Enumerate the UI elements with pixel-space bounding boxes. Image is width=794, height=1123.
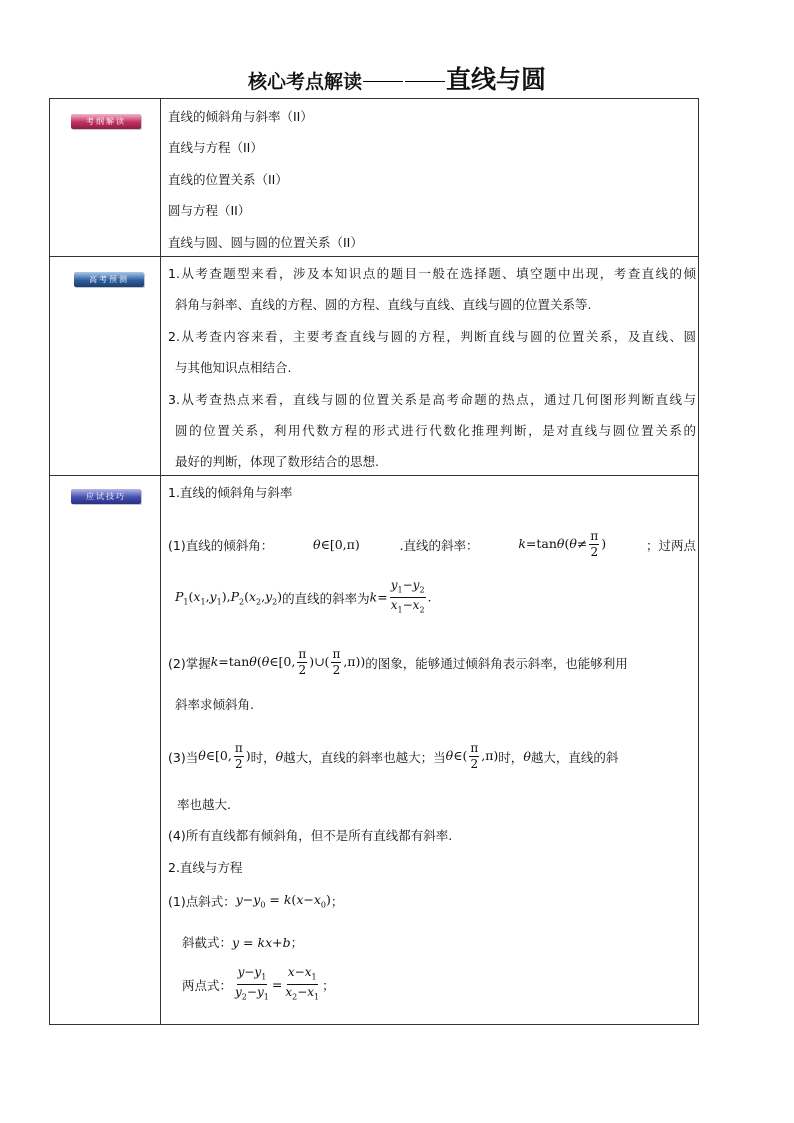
math-range-1: θ∈[0, $\frac{\pi}{2}$ ) <box>198 741 251 771</box>
title-main: 直线与圆 <box>446 65 547 94</box>
forecast-line: 3.从考查热点来看，直线与圆的位置关系是高考命题的热点，通过几何图形判断直线与 <box>168 392 696 407</box>
title-dash <box>363 81 403 82</box>
page-title <box>0 60 794 96</box>
tips-p2-c: 斜率求倾斜角. <box>175 697 254 712</box>
tips-f3: 两点式： $\frac{y-y_1}{y_2-y_1}$ = $\frac{x-x_1}{x_2-x_1}$ ； <box>182 965 335 1005</box>
syllabus-item: 直线的位置关系（II） <box>168 172 288 187</box>
syllabus-item: 直线的倾斜角与斜率（II） <box>168 109 313 124</box>
forecast-line: 与其他知识点相结合. <box>175 360 292 375</box>
syllabus-cell <box>168 99 696 256</box>
tips-p3-c: 越大，直线的斜率也越大；当 <box>283 749 446 765</box>
math-slope-intercept: y = kx+b <box>232 934 291 950</box>
tips-p3-b: 时， <box>250 749 276 765</box>
badge-syllabus: 考纲解读 <box>71 114 141 129</box>
column-divider <box>160 99 161 1024</box>
tips-f3-label: 两点式： <box>182 977 233 993</box>
tips-cell <box>168 475 696 1026</box>
forecast-line: 圆的位置关系，利用代数方程的形式进行代数化推理判断，是对直线与圆位置关系的 <box>175 423 696 438</box>
tips-p2-b: 的图象，能够通过倾斜角表示斜率，也能够利用 <box>365 655 628 671</box>
tips-p1-a: (1)直线的倾斜角： <box>168 537 274 553</box>
syllabus-item: 直线与圆、圆与圆的位置关系（II） <box>168 235 363 250</box>
forecast-line: 斜角与斜率、直线的方程、圆的方程、直线与直线、直线与圆的位置关系等. <box>175 297 592 312</box>
tips-f2: 斜截式： y = kx+b ； <box>182 934 304 950</box>
title-dash-2 <box>405 81 445 82</box>
math-slope-formula: k= $\frac{y_1-y_2}{x_1-x_2}$ . <box>369 578 432 615</box>
tips-p3-d: 时， <box>498 749 524 765</box>
tips-p4: (4)所有直线都有倾斜角，但不是所有直线都有斜率. <box>168 828 453 843</box>
tips-p3-e: 越大，直线的斜 <box>530 749 619 765</box>
content-table <box>49 98 699 1025</box>
math-point-slope: $y-y_0 = k(x-x_0)$ <box>235 892 331 910</box>
tips-p1 <box>168 529 696 560</box>
math-theta-2: θ <box>523 749 531 764</box>
forecast-line: 2.从考查内容来看，主要考查直线与圆的方程，判断直线与圆的位置关系，及直线、圆 <box>168 329 696 344</box>
tips-p3-a: (3)当 <box>168 749 199 765</box>
tips-f1: (1)点斜式： $y-y_0 = k(x-x_0)$ ； <box>168 892 344 910</box>
tips-heading-1: 1.直线的倾斜角与斜率 <box>168 485 293 500</box>
tips-p1-c: ；过两点 <box>645 537 696 553</box>
tips-p3-f: 率也越大. <box>177 797 231 812</box>
badge-tips: 应试技巧 <box>71 489 141 504</box>
math-angle-range: θ∈[0,π) <box>313 537 360 552</box>
tips-p1-cont <box>175 578 432 618</box>
syllabus-item: 圆与方程（II） <box>168 203 251 218</box>
tips-f2-label: 斜截式： <box>182 935 233 950</box>
tips-p3 <box>168 741 696 772</box>
math-slope-def: k=tanθ(θ≠ $\frac{\pi}{2}$ ) <box>518 529 607 559</box>
math-tan-domain: k=tanθ(θ∈[0, $\frac{\pi}{2}$ )∪( $\frac{\pi}{2}$ ,π)) <box>210 647 366 677</box>
title-prefix: 核心考点解读 <box>247 71 362 93</box>
syllabus-item: 直线与方程（II） <box>168 140 263 155</box>
tips-p1-b: .直线的斜率： <box>399 537 479 553</box>
tips-p2 <box>168 647 696 678</box>
tips-heading-2: 2.直线与方程 <box>168 860 243 875</box>
forecast-cell <box>168 256 696 475</box>
forecast-line: 最好的判断，体现了数形结合的思想. <box>175 454 379 469</box>
math-range-2: θ∈( $\frac{\pi}{2}$ ,π) <box>445 741 499 771</box>
math-two-point: $\frac{y-y_1}{y_2-y_1}$ = $\frac{x-x_1}{x_2-x_1}$ <box>235 965 320 1002</box>
forecast-line: 1.从考查题型来看，涉及本知识点的题目一般在选择题、填空题中出现，考查直线的倾 <box>168 266 696 281</box>
tips-p2-a: (2)掌握 <box>168 655 211 671</box>
math-two-points: $P_1(x_1,y_1),P_2(x_2,y_2)$ <box>175 589 283 607</box>
badge-forecast: 高考预测 <box>74 272 144 287</box>
tips-p1-d: 的直线的斜率为 <box>282 590 370 606</box>
tips-f1-label: (1)点斜式： <box>168 894 236 909</box>
math-theta: θ <box>275 749 284 764</box>
